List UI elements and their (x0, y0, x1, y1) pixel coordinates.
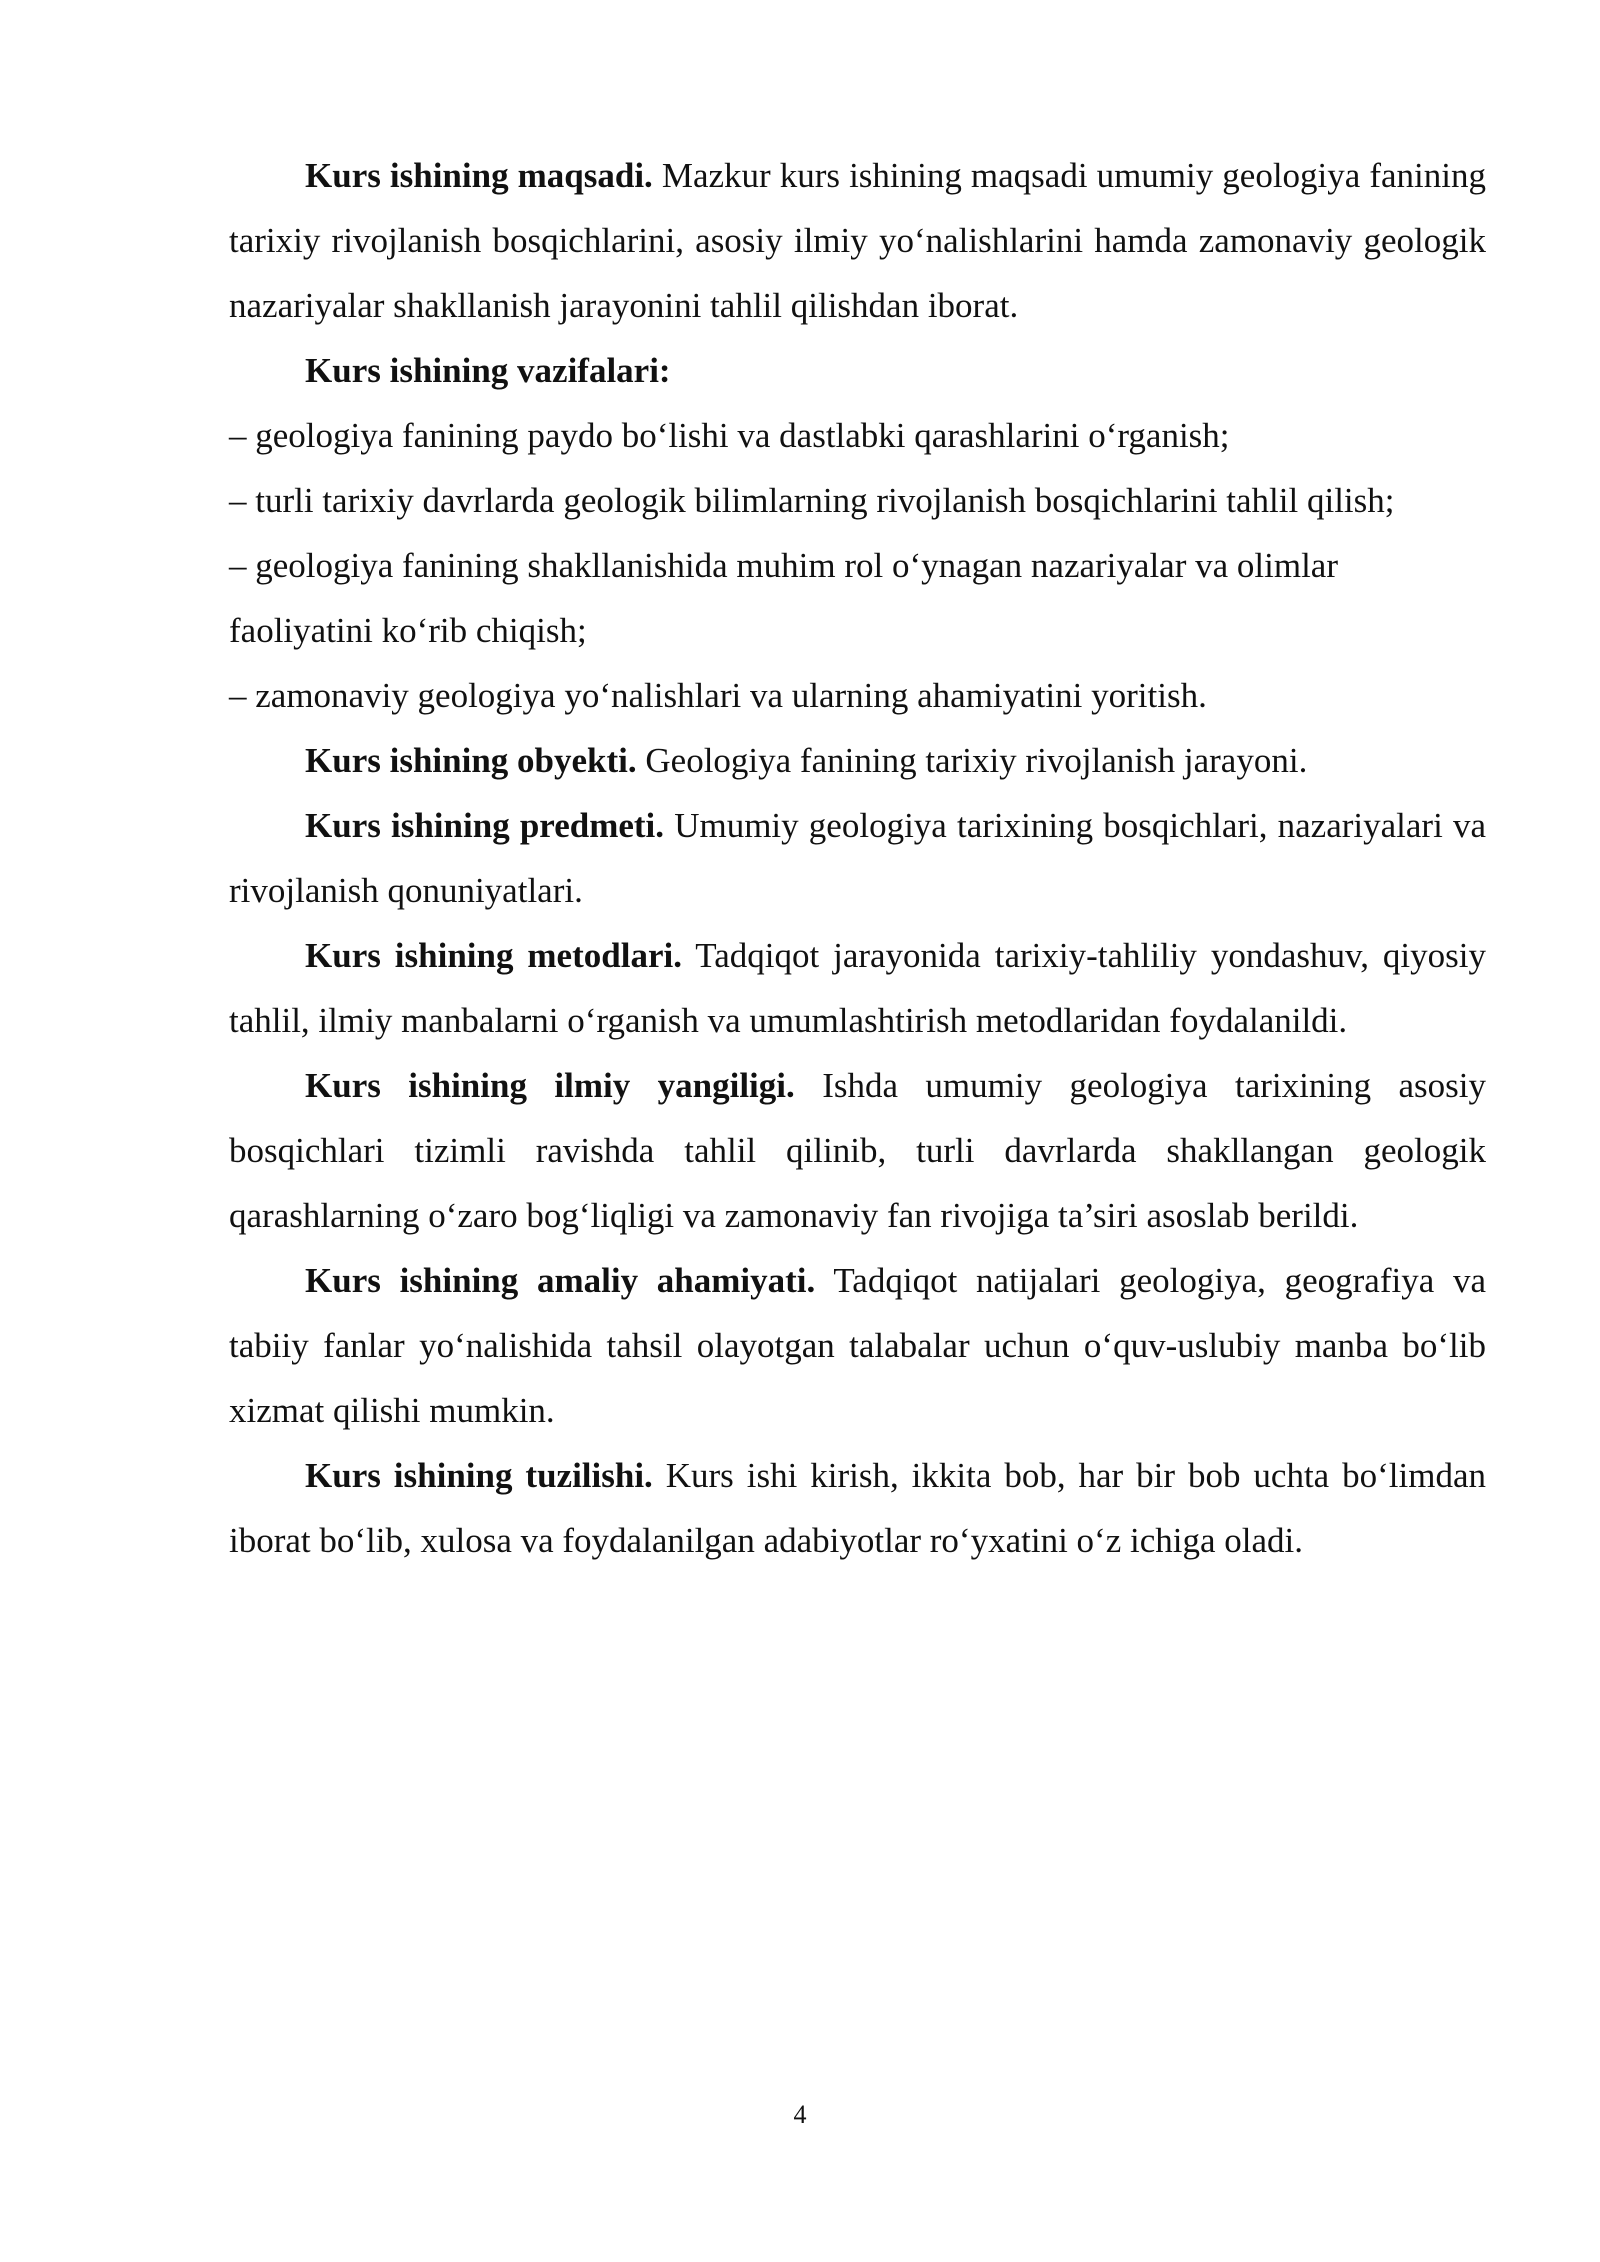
significance-heading: Kurs ishining amaliy ahamiyati. (305, 1261, 816, 1300)
tasks-heading-paragraph (229, 338, 1486, 403)
subject-heading: Kurs ishining predmeti. (305, 806, 665, 845)
subject-text: Umumiy geologiya tarixining bosqichlari, nazariyalari va rivojlanish qonuniyatlari. (229, 806, 1486, 910)
page-number: 4 (793, 2100, 807, 2129)
novelty-paragraph (229, 1053, 1486, 1248)
task-item: – zamonaviy geologiya yo‘nalishlari va ularning ahamiyatini yoritish. (229, 676, 1207, 715)
task-item: – geologiya fanining paydo bo‘lishi va dastlabki qarashlarini o‘rganish; (229, 416, 1230, 455)
novelty-text: Ishda umumiy geologiya tarixining asosiy bosqichlari tizimli ravishda tahlil qilinib, turli davrlarda shakllangan geologik qarashlarning o‘zaro bog‘liqligi va zamonaviy fan rivojiga ta’siri asoslab berildi. (229, 1066, 1486, 1235)
methods-paragraph (229, 923, 1486, 1053)
novelty-heading: Kurs ishining ilmiy yangiligi. (305, 1066, 795, 1105)
task-item: – geologiya fanining shakllanishida muhim rol o‘ynagan nazariyalar va olimlar faoliyatini ko‘rib chiqish; (229, 546, 1338, 650)
methods-text: Tadqiqot jarayonida tarixiy-tahliliy yondashuv, qiyosiy tahlil, ilmiy manbalarni o‘rganish va umumlashtirish metodlaridan foydalanildi. (229, 936, 1486, 1040)
significance-paragraph (229, 1248, 1486, 1443)
structure-paragraph (229, 1443, 1486, 1573)
tasks-heading: Kurs ishining vazifalari: (305, 351, 671, 390)
page-body (229, 143, 1486, 1573)
object-text: Geologiya fanining tarixiy rivojlanish jarayoni. (636, 741, 1308, 780)
object-heading: Kurs ishining obyekti. (305, 741, 637, 780)
goal-paragraph (229, 143, 1486, 338)
structure-text: Kurs ishi kirish, ikkita bob, har bir bob uchta bo‘limdan iborat bo‘lib, xulosa va foydalanilgan adabiyotlar ro‘yxatini o‘z ichiga oladi. (229, 1456, 1487, 1560)
subject-paragraph (229, 793, 1486, 923)
goal-text: Mazkur kurs ishining maqsadi umumiy geologiya fanining tarixiy rivojlanish bosqichlarini, asosiy ilmiy yo‘nalishlarini hamda zamonaviy geologik nazariyalar shakllanish jarayonini tahlil qilishdan iborat. (229, 156, 1486, 325)
methods-heading: Kurs ishining metodlari. (305, 936, 682, 975)
object-paragraph (229, 728, 1486, 793)
structure-heading: Kurs ishining tuzilishi. (305, 1456, 653, 1495)
task-item: – turli tarixiy davrlarda geologik bilimlarning rivojlanish bosqichlarini tahlil qilish; (229, 481, 1395, 520)
goal-heading: Kurs ishining maqsadi. (305, 156, 653, 195)
significance-text: Tadqiqot natijalari geologiya, geografiya va tabiiy fanlar yo‘nalishida tahsil olayotgan talabalar uchun o‘quv-uslubiy manba bo‘lib xizmat qilishi mumkin. (229, 1261, 1486, 1430)
